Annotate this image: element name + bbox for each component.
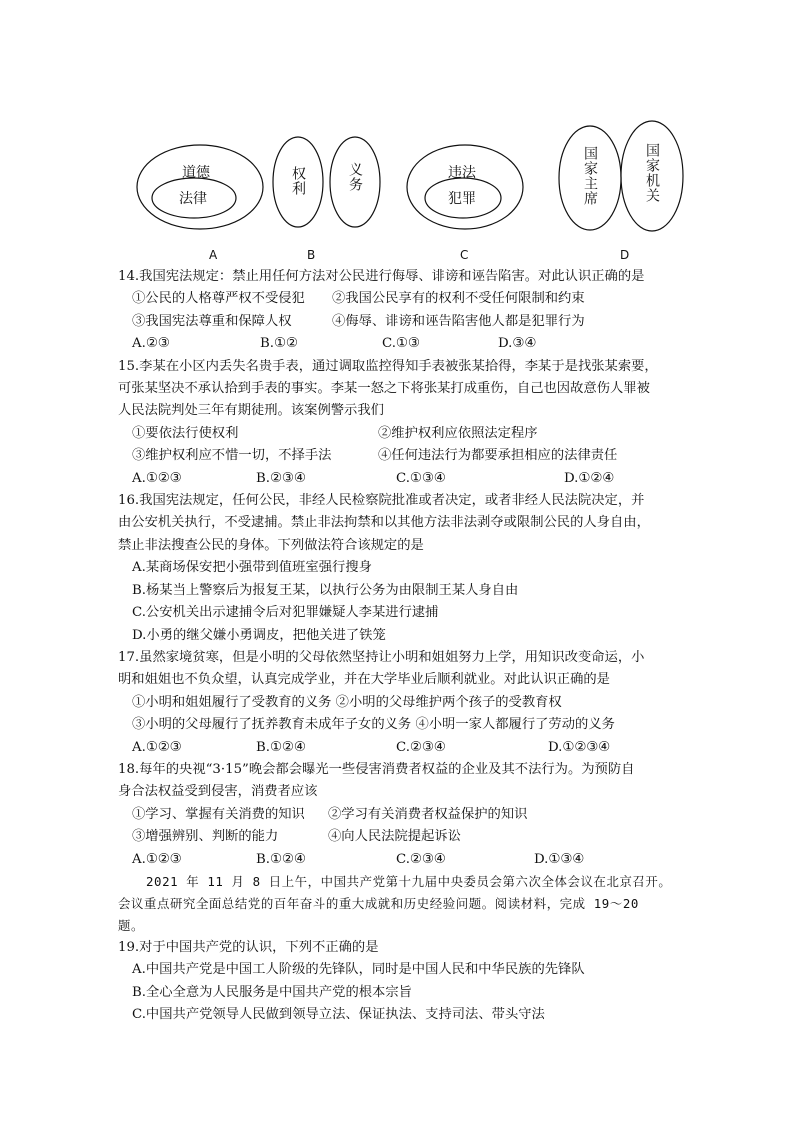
question-18-stem-line2: 身合法权益受到侵害，消费者应该 bbox=[118, 784, 318, 800]
venn-diagram-options bbox=[0, 0, 794, 270]
question-18-choices bbox=[118, 849, 678, 871]
statement: ④任何违法行为都要承担相应的法律责任 bbox=[378, 448, 618, 464]
statement: ③增强辨别、判断的能力 bbox=[132, 829, 279, 845]
question-15-statements-row1 bbox=[118, 423, 678, 445]
option-d-right-label: 国家机关 bbox=[644, 143, 660, 203]
question-16-choice-c[interactable]: C.公安机关出示逮捕令后对犯罪嫌疑人李某进行逮捕 bbox=[132, 605, 439, 621]
reading-material-line2: 会议重点研究全面总结党的百年奋斗的重大成就和历史经验问题。阅读材料，完成 19～20 bbox=[118, 895, 639, 911]
choice-c[interactable]: C.①③④ bbox=[396, 470, 446, 486]
statement: ③维护权利应不惜一切，不择手法 bbox=[132, 448, 332, 464]
statement: ②维护权利应依照法定程序 bbox=[378, 425, 538, 441]
choice-c[interactable]: C.②③④ bbox=[396, 739, 446, 755]
question-15-stem-line2: 可张某坚决不承认拾到手表的事实。李某一怒之下将张某打成重伤，自己也因故意伤人罪被 bbox=[118, 381, 650, 397]
question-16-choice-a[interactable]: A.某商场保安把小强带到值班室强行搜身 bbox=[132, 560, 372, 576]
question-17-statements-row2: ③小明的父母履行了抚养教育未成年子女的义务 ④小明一家人都履行了劳动的义务 bbox=[132, 717, 615, 733]
choice-d[interactable]: D.①②④ bbox=[564, 470, 615, 486]
option-c-outer-ellipse bbox=[407, 145, 523, 229]
question-14-statements-row1 bbox=[118, 288, 678, 310]
question-18-statements-row2 bbox=[118, 826, 678, 848]
choice-a[interactable]: A.①②③ bbox=[132, 470, 182, 486]
question-17-stem-line1: 17.虽然家境贫寒，但是小明的父母依然坚持让小明和姐姐努力上学，用知识改变命运，小 bbox=[118, 649, 645, 665]
choice-d[interactable]: D.①②③④ bbox=[548, 739, 611, 755]
option-c-letter: C bbox=[460, 248, 469, 262]
questions-body bbox=[118, 266, 678, 1027]
question-14-statements-row2 bbox=[118, 311, 678, 333]
option-a-outer-ellipse bbox=[137, 145, 263, 229]
option-b-letter: B bbox=[307, 248, 316, 262]
question-15-stem-line3: 人民法院判处三年有期徒刑。该案例警示我们 bbox=[118, 403, 384, 419]
option-c-outer-label: 违法 bbox=[448, 165, 476, 181]
statement: ②学习有关消费者权益保护的知识 bbox=[328, 806, 528, 822]
choice-c[interactable]: C.①③ bbox=[382, 336, 420, 352]
statement: ②我国公民享有的权利不受任何限制和约束 bbox=[332, 291, 585, 307]
option-b-right-label: 义务 bbox=[347, 162, 363, 192]
option-d-letter: D bbox=[620, 248, 630, 262]
question-18-stem-line1: 18.每年的央视“3·15”晚会都会曝光一些侵害消费者权益的企业及其不法行为。为预防自 bbox=[118, 761, 635, 777]
choice-c[interactable]: C.②③④ bbox=[396, 851, 446, 867]
choice-a[interactable]: A.①②③ bbox=[132, 851, 182, 867]
question-15-stem-line1: 15.李某在小区内丢失名贵手表，通过调取监控得知手表被张某拾得，李某于是找张某索要， bbox=[118, 358, 658, 374]
statement: ③我国宪法尊重和保障人权 bbox=[132, 313, 292, 329]
question-19-stem: 19.对于中国共产党的认识，下列不正确的是 bbox=[118, 939, 379, 955]
option-a-outer-label: 道德 bbox=[182, 165, 210, 181]
question-19-choice-c[interactable]: C.中国共产党领导人民做到领导立法、保证执法、支持司法、带头守法 bbox=[132, 1007, 545, 1023]
reading-material-line1: 2021 年 11 月 8 日上午，中国共产党第十九届中央委员会第六次全体会议在北京召开。 bbox=[146, 873, 672, 889]
question-16-stem-line1: 16.我国宪法规定，任何公民，非经人民检察院批准或者决定，或者非经人民法院决定，并 bbox=[118, 493, 645, 509]
question-14-stem: 14.我国宪法规定：禁止用任何方法对公民进行侮辱、诽谤和诬告陷害。对此认识正确的是 bbox=[118, 269, 645, 284]
reading-material-line3: 题。 bbox=[118, 917, 144, 933]
option-b-left-label: 权利 bbox=[290, 166, 306, 196]
question-14-choices bbox=[118, 333, 678, 355]
statement: ①学习、掌握有关消费的知识 bbox=[132, 806, 305, 822]
choice-a[interactable]: A.①②③ bbox=[132, 739, 182, 755]
option-d-left-label: 国家主席 bbox=[582, 146, 598, 206]
option-a-letter: A bbox=[209, 248, 218, 262]
choice-d[interactable]: D.③④ bbox=[498, 336, 537, 352]
choice-b[interactable]: B.①②④ bbox=[256, 739, 306, 755]
choice-a[interactable]: A.②③ bbox=[132, 336, 170, 352]
choice-d[interactable]: D.①③④ bbox=[534, 851, 585, 867]
choice-b[interactable]: B.①②④ bbox=[256, 851, 306, 867]
choice-b[interactable]: B.①② bbox=[260, 336, 298, 352]
question-16-choice-b[interactable]: B.杨某当上警察后为报复王某，以执行公务为由限制王某人身自由 bbox=[132, 582, 519, 598]
question-17-statements-row1: ①小明和姐姐履行了受教育的义务 ②小明的父母维护两个孩子的受教育权 bbox=[132, 694, 562, 710]
question-15-statements-row2 bbox=[118, 445, 678, 467]
statement: ④向人民法院提起诉讼 bbox=[328, 829, 461, 845]
question-15-choices bbox=[118, 468, 678, 490]
option-a-inner-label: 法律 bbox=[179, 191, 207, 207]
question-19-choice-a[interactable]: A.中国共产党是中国工人阶级的先锋队，同时是中国人民和中华民族的先锋队 bbox=[132, 962, 585, 978]
question-19-choice-b[interactable]: B.全心全意为人民服务是中国共产党的根本宗旨 bbox=[132, 984, 412, 1000]
choice-b[interactable]: B.②③④ bbox=[256, 470, 306, 486]
question-17-stem-line2: 明和姐姐也不负众望，认真完成学业，并在大学毕业后顺利就业。对此认识正确的是 bbox=[118, 672, 610, 688]
option-c-inner-label: 犯罪 bbox=[448, 191, 476, 207]
question-16-stem-line3: 禁止非法搜查公民的身体。下列做法符合该规定的是 bbox=[118, 537, 424, 553]
diagram-svg bbox=[0, 0, 794, 270]
statement: ①公民的人格尊严权不受侵犯 bbox=[132, 291, 305, 307]
question-17-choices bbox=[118, 737, 678, 759]
question-18-statements-row1 bbox=[118, 804, 678, 826]
statement: ④侮辱、诽谤和诬告陷害他人都是犯罪行为 bbox=[332, 313, 585, 329]
question-16-stem-line2: 由公安机关执行，不受逮捕。禁止非法拘禁和以其他方法非法剥夺或限制公民的人身自由， bbox=[118, 515, 650, 531]
question-16-choice-d[interactable]: D.小勇的继父嫌小勇调皮，把他关进了铁笼 bbox=[132, 627, 386, 643]
statement: ①要依法行使权利 bbox=[132, 425, 239, 441]
